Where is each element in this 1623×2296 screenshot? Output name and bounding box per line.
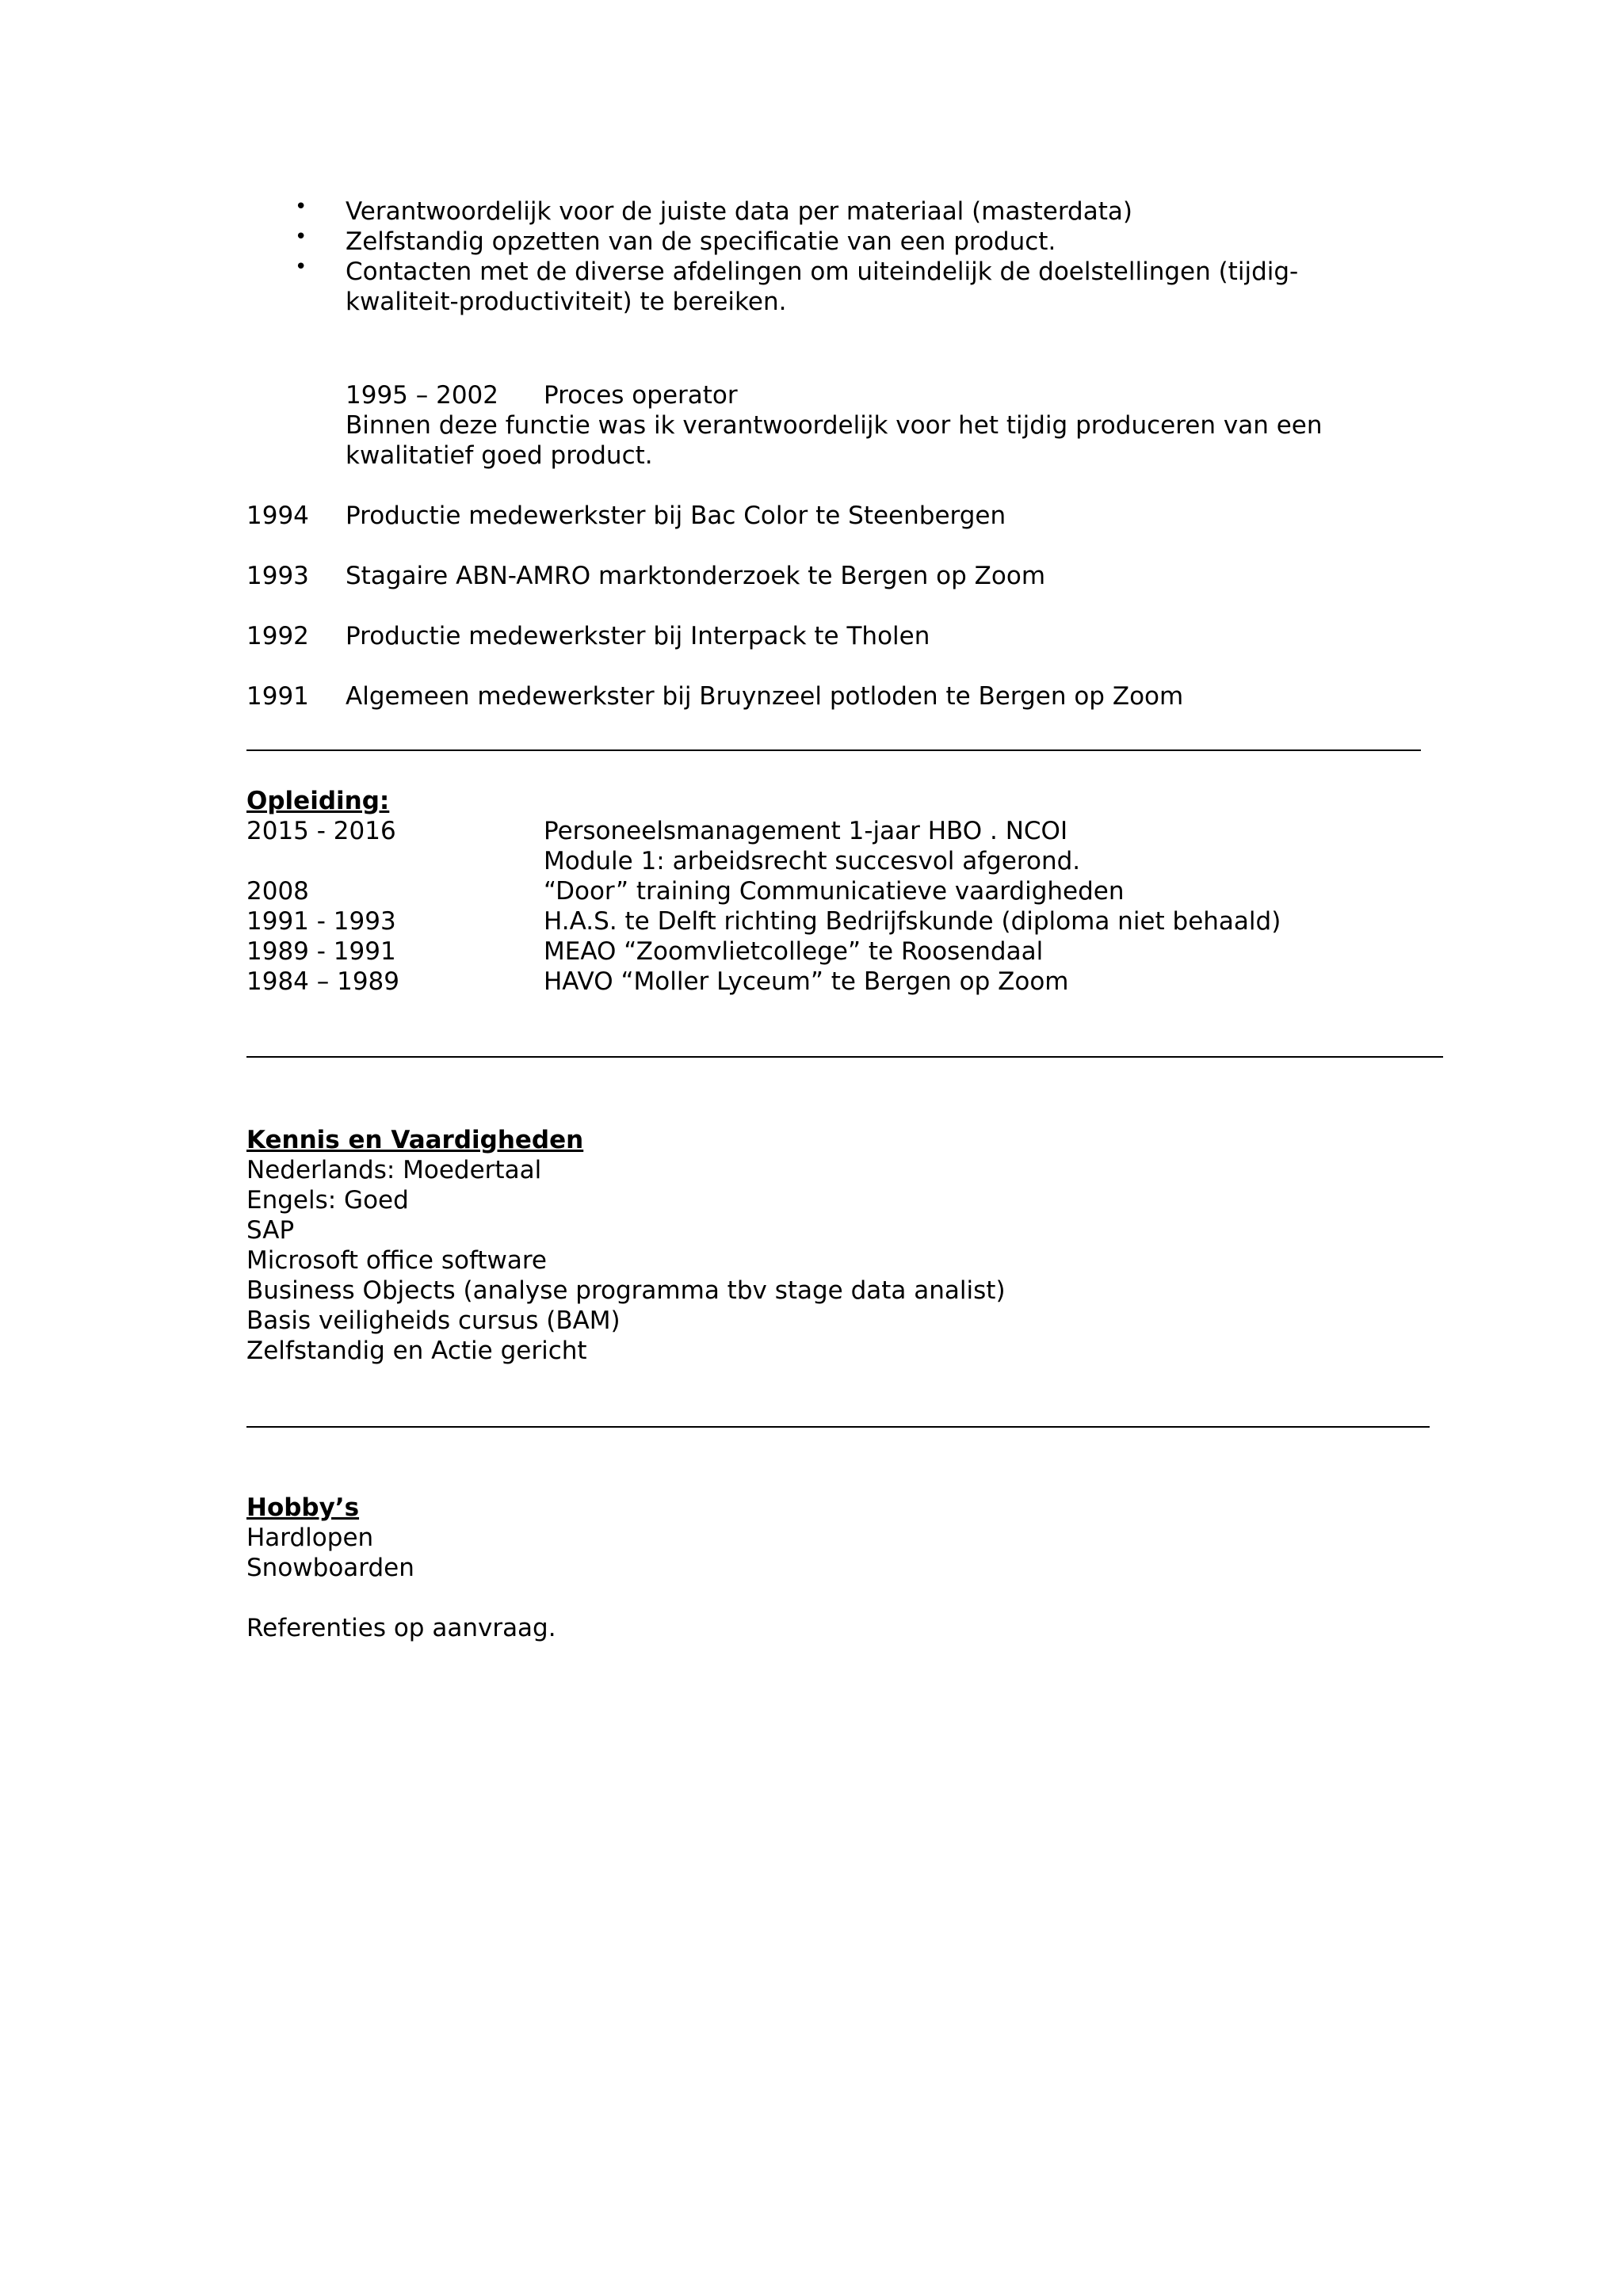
education-text: H.A.S. te Delft richting Bedrijfskunde (diploma niet behaald) bbox=[544, 907, 1281, 936]
skills-item: Nederlands: Moedertaal bbox=[246, 1156, 542, 1184]
bullet-item: Verantwoordelijk voor de juiste data per materiaal (masterdata) bbox=[346, 197, 1132, 226]
education-period: 2008 bbox=[246, 877, 309, 906]
experience-text: Algemeen medewerkster bij Bruynzeel potloden te Bergen op Zoom bbox=[346, 682, 1184, 711]
skills-item: SAP bbox=[246, 1216, 295, 1245]
bullet-item: Contacten met de diverse afdelingen om uiteindelijk de doelstellingen (tijdig- bbox=[346, 257, 1299, 286]
experience-text: Productie medewerkster bij Bac Color te Steenbergen bbox=[346, 502, 1006, 530]
role-period: 1995 – 2002 bbox=[346, 381, 498, 410]
role-description: kwalitatief goed product. bbox=[346, 441, 653, 470]
education-period: 1991 - 1993 bbox=[246, 907, 396, 936]
section-divider bbox=[246, 1056, 1443, 1058]
education-text: HAVO “Moller Lyceum” te Bergen op Zoom bbox=[544, 967, 1069, 996]
bullet-marker: • bbox=[295, 195, 307, 219]
education-text: Module 1: arbeidsrecht succesvol afgerond. bbox=[544, 847, 1081, 875]
bullet-marker: • bbox=[295, 225, 307, 249]
experience-year: 1993 bbox=[246, 562, 309, 590]
education-heading: Opleiding: bbox=[246, 787, 390, 815]
section-divider bbox=[246, 749, 1421, 751]
education-period: 1989 - 1991 bbox=[246, 937, 396, 966]
education-period: 1984 – 1989 bbox=[246, 967, 399, 996]
bullet-marker: • bbox=[295, 255, 307, 279]
bullet-item-continuation: kwaliteit-productiviteit) te bereiken. bbox=[346, 288, 787, 316]
hobby-item: Hardlopen bbox=[246, 1524, 374, 1552]
education-text: Personeelsmanagement 1-jaar HBO . NCOI bbox=[544, 817, 1068, 845]
education-text: “Door” training Communicatieve vaardigheden bbox=[544, 877, 1125, 906]
hobby-item: Snowboarden bbox=[246, 1554, 414, 1582]
education-text: MEAO “Zoomvlietcollege” te Roosendaal bbox=[544, 937, 1044, 966]
hobbies-heading: Hobby’s bbox=[246, 1493, 360, 1522]
bullet-item: Zelfstandig opzetten van de specificatie van een product. bbox=[346, 227, 1056, 256]
skills-item: Engels: Goed bbox=[246, 1186, 409, 1215]
references-note: Referenties op aanvraag. bbox=[246, 1614, 556, 1642]
section-divider bbox=[246, 1426, 1430, 1428]
role-description: Binnen deze functie was ik verantwoordelijk voor het tijdig produceren van een bbox=[346, 411, 1323, 440]
experience-year: 1992 bbox=[246, 622, 309, 650]
skills-item: Business Objects (analyse programma tbv stage data analist) bbox=[246, 1276, 1006, 1305]
education-period: 2015 - 2016 bbox=[246, 817, 396, 845]
skills-item: Basis veiligheids cursus (BAM) bbox=[246, 1306, 621, 1335]
experience-year: 1991 bbox=[246, 682, 309, 711]
experience-year: 1994 bbox=[246, 502, 309, 530]
experience-text: Productie medewerkster bij Interpack te Tholen bbox=[346, 622, 930, 650]
skills-item: Zelfstandig en Actie gericht bbox=[246, 1337, 587, 1365]
experience-text: Stagaire ABN-AMRO marktonderzoek te Bergen op Zoom bbox=[346, 562, 1046, 590]
role-title: Proces operator bbox=[544, 381, 738, 410]
skills-item: Microsoft office software bbox=[246, 1246, 547, 1275]
skills-heading: Kennis en Vaardigheden bbox=[246, 1126, 584, 1154]
